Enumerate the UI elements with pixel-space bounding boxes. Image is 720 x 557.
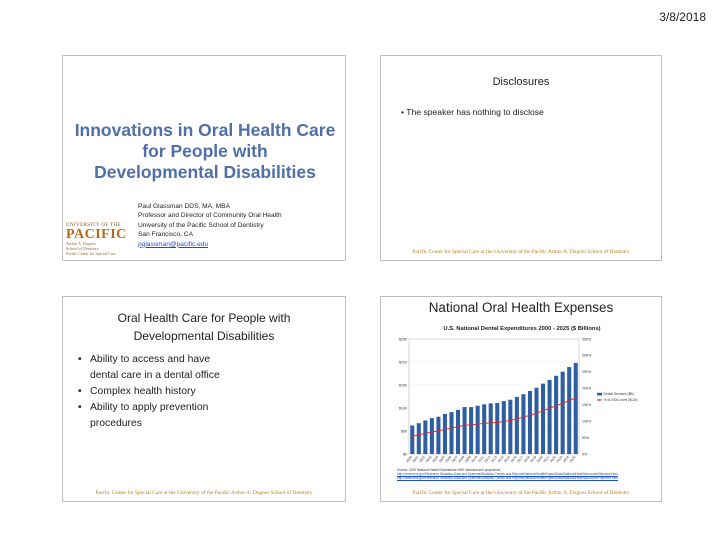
title-line: for People with bbox=[142, 141, 268, 161]
x-tick-label: 2004 bbox=[431, 455, 440, 464]
bar bbox=[534, 388, 538, 454]
line-point bbox=[562, 403, 564, 405]
x-tick-label: 2021 bbox=[542, 455, 551, 464]
bar bbox=[508, 400, 512, 454]
bar bbox=[528, 391, 532, 454]
y-right-tick-label: 100% bbox=[582, 419, 592, 424]
bullet-line: Ability to apply prevention bbox=[90, 402, 209, 413]
bullet-item: • Ability to access and have dental care in a dental office bbox=[78, 352, 220, 384]
chart-title: U.S. National Dental Expenditures 2000 - 2025 ($ Billions) bbox=[443, 326, 601, 332]
bar bbox=[430, 418, 434, 454]
line-point bbox=[503, 421, 505, 423]
bullet-line: procedures bbox=[90, 418, 142, 429]
logo-line: Arthur A. Dugoni bbox=[66, 241, 96, 246]
x-tick-label: 2024 bbox=[562, 455, 570, 464]
slide-heading bbox=[63, 309, 345, 345]
x-tick-label: 2022 bbox=[548, 455, 557, 464]
bullet-text: The speaker has nothing to disclose bbox=[406, 107, 544, 117]
slide-disclosures[interactable] bbox=[380, 55, 662, 261]
author-line: San Francisco, CA bbox=[138, 231, 193, 239]
x-tick-label: 2007 bbox=[450, 455, 459, 464]
title-line: Developmental Disabilities bbox=[94, 162, 316, 182]
bar bbox=[449, 412, 453, 454]
line-point bbox=[411, 435, 413, 437]
y-left-tick-label: $100 bbox=[399, 406, 407, 411]
bar bbox=[410, 425, 414, 454]
slide-footer: Pacific Center for Special Care at the University of the Pacific Arthur A. Dugoni School of Dentistry bbox=[95, 490, 313, 496]
line-point bbox=[536, 412, 538, 414]
x-tick-label: 2000 bbox=[405, 455, 414, 464]
bar bbox=[502, 401, 506, 454]
x-tick-label: 2019 bbox=[529, 455, 538, 464]
bar bbox=[476, 406, 480, 454]
bar bbox=[567, 367, 571, 454]
bullet-item: • Ability to apply prevention procedures bbox=[78, 400, 220, 432]
x-tick-label: 2020 bbox=[535, 455, 544, 464]
x-tick-label: 2014 bbox=[496, 455, 505, 464]
line-point bbox=[464, 424, 466, 426]
bullet-item: • The speaker has nothing to disclose bbox=[401, 107, 544, 117]
line-point bbox=[523, 416, 525, 418]
x-tick-label: 2005 bbox=[437, 455, 446, 464]
slide-footer: Pacific Center for Special Care at the University of the Pacific Arthur A. Dugoni School of Dentistry bbox=[412, 490, 630, 496]
x-tick-label: 2023 bbox=[555, 455, 564, 464]
bar bbox=[548, 380, 552, 454]
heading-line: Developmental Disabilities bbox=[133, 329, 275, 343]
y-right-tick-label: 150% bbox=[582, 403, 592, 408]
email-link[interactable]: pglassman@pacific.edu bbox=[138, 240, 209, 248]
logo-line: PACIFIC bbox=[66, 227, 127, 242]
slide-national-expenses[interactable] bbox=[380, 296, 662, 502]
x-tick-label: 2018 bbox=[522, 455, 531, 464]
x-tick-label: 2011 bbox=[477, 455, 485, 464]
line-point bbox=[424, 432, 426, 434]
bar bbox=[469, 407, 473, 454]
bullet-line: Complex health history bbox=[90, 386, 196, 397]
line-point bbox=[477, 423, 479, 425]
logo-line: UNIVERSITY OF THE bbox=[66, 223, 122, 228]
line-point bbox=[516, 418, 518, 420]
bullet-item: • Complex health history bbox=[78, 384, 220, 400]
bar bbox=[436, 417, 440, 454]
slide-oral-health-care[interactable] bbox=[62, 296, 346, 502]
source-line: Source: CMS National Health Expenditure NHE historical and projections, bbox=[397, 468, 501, 472]
author-line: Professor and Director of Community Oral Health bbox=[138, 212, 282, 220]
bullet-list bbox=[78, 352, 220, 432]
date-label: 3/8/2018 bbox=[659, 10, 706, 24]
line-point bbox=[509, 420, 511, 422]
line-point bbox=[542, 410, 544, 412]
y-left-tick-label: $250 bbox=[399, 337, 407, 342]
bar bbox=[482, 404, 486, 454]
x-tick-label: 2003 bbox=[424, 455, 433, 464]
bar bbox=[495, 403, 499, 454]
slide-footer: Pacific Center for Special Care at the University of the Pacific Arthur A. Dugoni School of Dentistry bbox=[412, 249, 630, 255]
y-left-tick-label: $150 bbox=[399, 383, 407, 388]
y-right-tick-label: 250% bbox=[582, 370, 592, 375]
y-left-tick-label: $200 bbox=[399, 360, 407, 365]
x-tick-label: 2001 bbox=[411, 455, 420, 464]
slide-title[interactable] bbox=[62, 55, 346, 261]
line-point bbox=[457, 426, 459, 428]
x-tick-label: 2002 bbox=[418, 455, 427, 464]
x-tick-label: 2017 bbox=[516, 455, 525, 464]
line-point bbox=[431, 431, 433, 433]
bar bbox=[521, 394, 525, 454]
y-left-tick-label: $50 bbox=[401, 429, 407, 434]
line-point bbox=[496, 422, 498, 424]
bar bbox=[423, 420, 427, 454]
line-point bbox=[529, 414, 531, 416]
line-point bbox=[438, 430, 440, 432]
source-link[interactable]: http://www.cms.gov/Research-Statistics-Data-and-Systems/Statistics-Trends-and-Reports/NationalHealthExpendData/NationalHealthAccountsHistorical.html bbox=[397, 472, 618, 477]
line-point bbox=[575, 397, 577, 399]
line-point bbox=[483, 423, 485, 425]
x-tick-label: 2012 bbox=[483, 455, 492, 464]
bar bbox=[443, 414, 447, 454]
source-link[interactable]: http://www.cms.gov/Research-Statistics-Data-and-Systems/Statistics-Trends-and-Reports/NationalHealthExpendData/NationalHealthAccountsProjected.html bbox=[397, 476, 618, 481]
x-tick-label: 2015 bbox=[503, 455, 512, 464]
y-right-tick-label: 200% bbox=[582, 386, 592, 391]
presentation-title bbox=[63, 120, 346, 183]
legend-label: % of 2000 Level ($124) bbox=[603, 398, 638, 403]
logo-line: School of Dentistry bbox=[66, 246, 99, 251]
bar bbox=[463, 407, 467, 454]
legend-swatch-point bbox=[599, 399, 601, 401]
y-right-tick-label: 300% bbox=[582, 353, 592, 358]
line-point bbox=[418, 434, 420, 436]
line-point bbox=[549, 407, 551, 409]
bar bbox=[541, 384, 545, 454]
slide-heading: Disclosures bbox=[492, 76, 550, 88]
bullet-line: dental care in a dental office bbox=[90, 370, 220, 381]
university-logo bbox=[66, 223, 126, 259]
line-point bbox=[451, 427, 453, 429]
author-block bbox=[138, 202, 282, 249]
line-point bbox=[490, 422, 492, 424]
y-right-tick-label: 50% bbox=[582, 435, 590, 440]
logo-line: Pacific Center for Special Care bbox=[66, 251, 116, 256]
y-right-tick-label: 0% bbox=[582, 452, 588, 457]
y-right-tick-label: 350% bbox=[582, 337, 592, 342]
x-tick-label: 2013 bbox=[490, 455, 499, 464]
plot-area bbox=[409, 339, 579, 454]
bar bbox=[561, 372, 565, 454]
x-tick-label: 2006 bbox=[444, 455, 453, 464]
legend-label: Dental Services ($B) bbox=[603, 392, 634, 397]
bullet-line: Ability to access and have bbox=[90, 354, 211, 365]
bar bbox=[515, 397, 519, 454]
bar bbox=[554, 376, 558, 454]
source-note bbox=[397, 468, 659, 481]
bar bbox=[456, 410, 460, 454]
line-point bbox=[568, 400, 570, 402]
x-tick-label: 2009 bbox=[463, 455, 472, 464]
x-tick-label: 2016 bbox=[509, 455, 518, 464]
author-line: University of the Pacific School of Dentistry bbox=[138, 221, 264, 229]
y-left-tick-label: $0 bbox=[403, 452, 407, 457]
x-tick-label: 2010 bbox=[470, 455, 479, 464]
bar bbox=[489, 403, 493, 454]
line-point bbox=[470, 424, 472, 426]
title-line: Innovations in Oral Health Care bbox=[74, 120, 336, 140]
bar bbox=[417, 423, 421, 454]
heading-line: Oral Health Care for People with bbox=[117, 311, 291, 325]
x-tick-label: 2025 bbox=[568, 455, 577, 464]
x-tick-label: 2008 bbox=[457, 455, 466, 464]
line-point bbox=[444, 428, 446, 430]
bar bbox=[574, 363, 578, 454]
author-line: Paul Glassman DDS, MA, MBA bbox=[138, 203, 230, 210]
slide-heading: National Oral Health Expenses bbox=[428, 300, 614, 315]
line-point bbox=[555, 405, 557, 407]
legend-swatch-bar bbox=[597, 393, 602, 396]
